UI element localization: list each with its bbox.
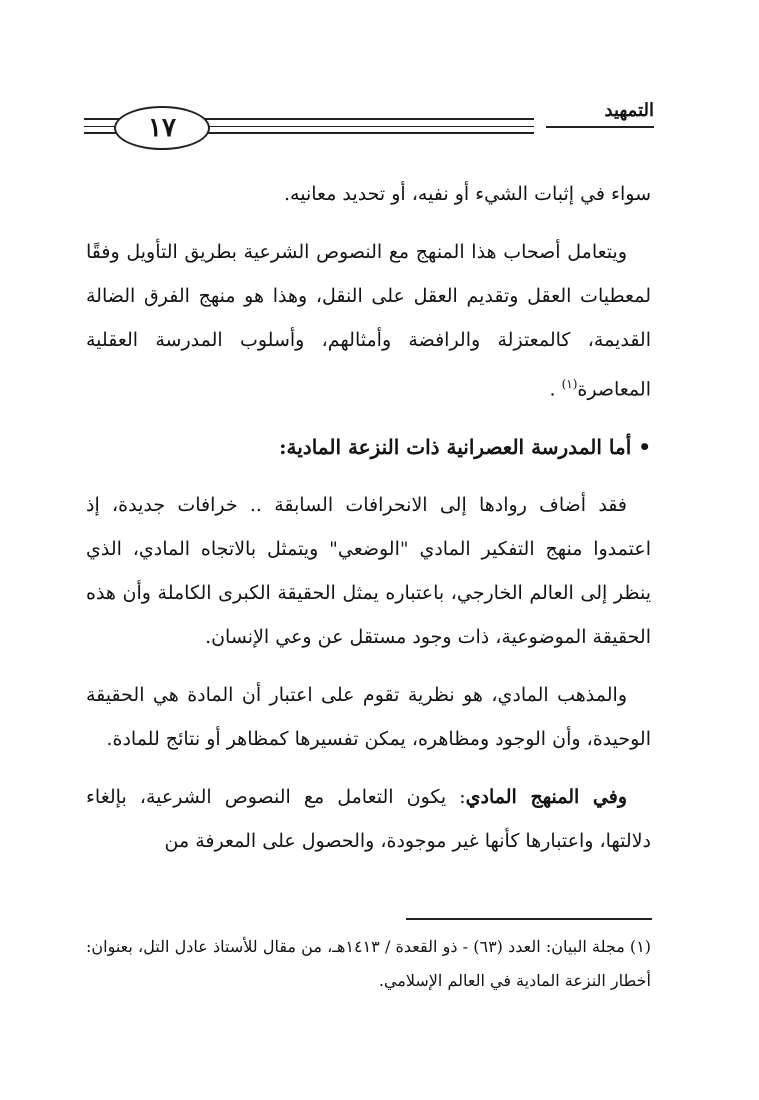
paragraph-1: سواء في إثبات الشيء أو نفيه، أو تحديد معانيه.: [284, 183, 651, 205]
main-text: [86, 172, 651, 877]
header-rule-center-bottom: [204, 132, 534, 134]
page-number: ١٧: [114, 106, 210, 150]
header-rule-center-top: [204, 118, 534, 120]
footnote-reference[interactable]: (١): [561, 377, 578, 391]
header-rule-center-mid: [204, 126, 534, 127]
header-rule-left-top: [84, 118, 120, 120]
paragraph-3: فقد أضاف روادها إلى الانحرافات السابقة .. خرافات جديدة، إذ اعتمدوا منهج التفكير المادي "الوضعي" ويتمثل بالاتجاه المادي، الذي ينظر إلى العالم الخارجي، باعتباره يمثل الحقيقة الكبرى الكاملة وأن هذه الحقيقة الموضوعية، ذات وجود مستقل عن وعي الإنسان.: [86, 494, 651, 649]
paragraph-2-end: .: [549, 378, 556, 401]
footnote-separator: [406, 918, 652, 920]
paragraph-2: [86, 230, 651, 411]
chapter-title: التمهيد: [604, 100, 654, 121]
paragraph-2-text: ويتعامل أصحاب هذا المنهج مع النصوص الشرعية بطريق التأويل وفقًا لمعطيات العقل وتقديم العقل على النقل، وهذا هو منهج الفرق الضالة القديمة، كالمعتزلة والرافضة وأمثالهم، وأسلوب المدرسة العقلية المعاصرة: [86, 241, 651, 401]
section-heading: • أما المدرسة العصرانية ذات النزعة المادية:: [279, 435, 651, 460]
header-rule-right: [546, 126, 654, 128]
paragraph-5-text: : يكون التعامل مع النصوص الشرعية، بإلغاء دلالتها، واعتبارها كأنها غير موجودة، والحصول على المعرفة من: [86, 786, 651, 853]
paragraph-5: [86, 775, 651, 863]
paragraph-4: والمذهب المادي، هو نظرية تقوم على اعتبار أن المادة هي الحقيقة الوحيدة، وأن الوجود ومظاهره، يمكن تفسيرها كمظاهر أو نتائج للمادة.: [86, 684, 651, 751]
page-header: [84, 100, 654, 156]
footnote: (١) مجلة البيان: العدد (٦٣) - ذو القعدة / ١٤١٣هـ، من مقال للأستاذ عادل التل، بعنوان: أخطار النزعة المادية في العالم الإسلامي.: [86, 937, 652, 990]
paragraph-5-lead: وفي المنهج المادي: [465, 786, 627, 809]
